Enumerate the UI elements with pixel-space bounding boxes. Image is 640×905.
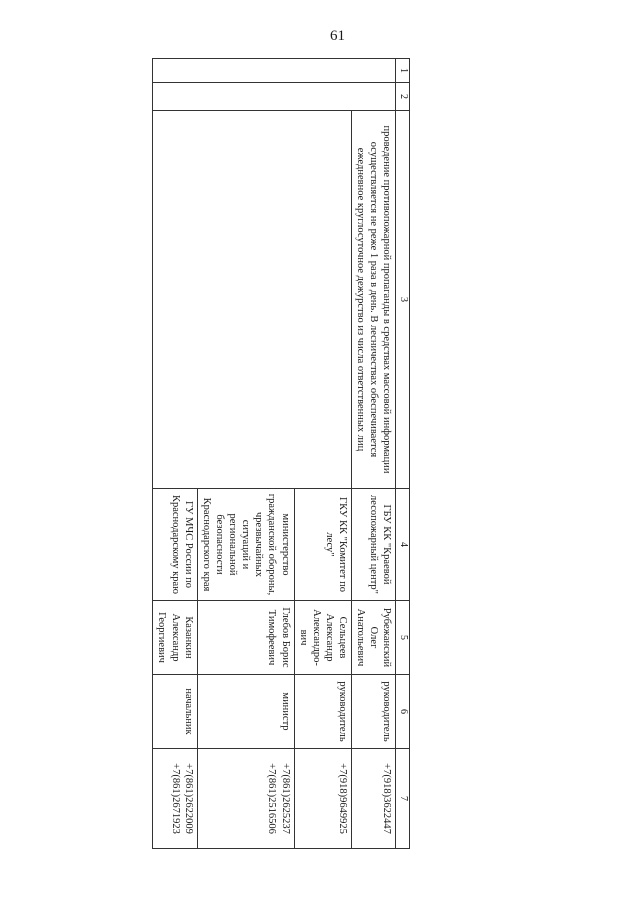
header-cell: 2 [396, 83, 410, 111]
page-number: 61 [330, 28, 345, 44]
org-cell: ГУ МЧС России по Краснодарскому краю [153, 489, 197, 601]
contacts-table [152, 58, 410, 849]
header-cell: 5 [396, 601, 410, 675]
position-cell: руководитель [352, 675, 396, 749]
phone-cell: +7(861)2625237 +7(861)2516506 [197, 749, 294, 849]
person-cell: Сельцеев Александр Александро-вич [294, 601, 352, 675]
position-cell: начальник [153, 675, 197, 749]
col2-cell [153, 83, 396, 111]
person-cell: Казанкин Александр Георгиевич [153, 601, 197, 675]
position-cell: министр [197, 675, 294, 749]
phone-cell: +7(918)9649925 [294, 749, 352, 849]
person-cell: Глебов Борис Тимофеевич [197, 601, 294, 675]
phone-cell: +7(861)2622009 +7(861)2671923 [153, 749, 197, 849]
rotated-table-container [156, 58, 410, 848]
person-cell: Рубежанский Олег Анатольевич [352, 601, 396, 675]
org-cell: министерство гражданской обороны, чрезвычайных ситуаций и региональной безопасности Краснодарского края [197, 489, 294, 601]
measure-text: проведение противопожарной пропаганды в средствах массовой информации осуществляется не реже 1 раза в день. В лесничествах обеспечивается ежедневное круглосуточное дежурство из числа ответственных лиц [355, 125, 393, 474]
header-cell: 6 [396, 675, 410, 749]
measure-cell [352, 111, 396, 489]
org-cell: ГКУ КК "Комитет по лесу" [294, 489, 352, 601]
header-cell: 3 [396, 111, 410, 489]
header-row [396, 59, 410, 849]
header-cell: 7 [396, 749, 410, 849]
header-cell: 4 [396, 489, 410, 601]
header-cell: 1 [396, 59, 410, 83]
table-row [352, 59, 396, 849]
measure-empty-cell [153, 111, 352, 489]
phone-cell: +7(918)3622447 [352, 749, 396, 849]
col1-cell [153, 59, 396, 83]
table-row [294, 59, 352, 849]
org-cell: ГБУ КК "Краевой лесопожарный центр" [352, 489, 396, 601]
position-cell: руководитель [294, 675, 352, 749]
